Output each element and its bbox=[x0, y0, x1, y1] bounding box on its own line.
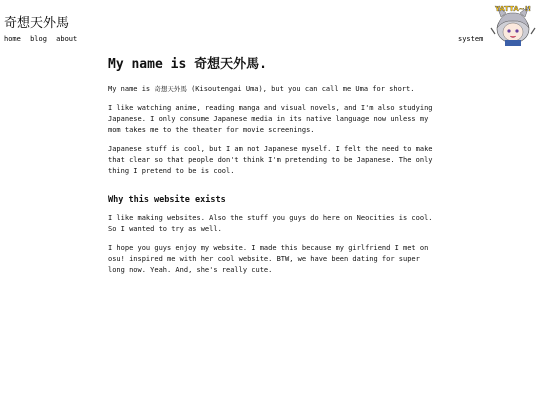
nav-link-blog[interactable]: blog bbox=[30, 35, 47, 43]
mascot-image bbox=[487, 2, 539, 46]
interests-paragraph: I like watching anime, reading manga and visual novels, and I'm also studying Japanese. I only consume Japanese media in its native language now unless my mom takes me to the theater for movie screenings. bbox=[108, 104, 433, 134]
nav-link-about[interactable]: about bbox=[56, 35, 78, 43]
main-content bbox=[108, 55, 434, 284]
intro-suffix: (Kisoutengai Uma), but you can call me Uma for short. bbox=[186, 85, 415, 93]
disclaimer-paragraph: Japanese stuff is cool, but I am not Japanese myself. I felt the need to make that clear so that people don't think I'm pretending to be Japanese. The only thing I pretend to be is cool. bbox=[108, 145, 433, 175]
page-title bbox=[108, 55, 434, 75]
nav-link-home[interactable]: home bbox=[4, 35, 21, 43]
intro-prefix: My name is bbox=[108, 85, 155, 93]
main-nav bbox=[4, 34, 82, 44]
closing-paragraph: I hope you guys enjoy my website. I made this because my girlfriend I met on osu! inspired me with her cool website. BTW, we have been dating for super long now. Yeah. And, she's really cute. bbox=[108, 244, 429, 274]
section-heading: Why this website exists bbox=[108, 195, 226, 205]
system-link[interactable]: system bbox=[458, 35, 484, 43]
page-title-prefix: My name is bbox=[108, 57, 195, 72]
reason-paragraph: I like making websites. Also the stuff you guys do here on Neocities is cool. So I wanted to try as well. bbox=[108, 214, 433, 233]
intro-paragraph bbox=[108, 84, 434, 95]
svg-text:YATTA~!!: YATTA~!! bbox=[494, 5, 532, 13]
page-title-name: 奇想天外馬 bbox=[194, 57, 260, 72]
site-header bbox=[0, 0, 540, 50]
site-title: 奇想天外馬 bbox=[4, 16, 70, 31]
page-title-suffix: . bbox=[259, 57, 267, 72]
intro-name: 奇想天外馬 bbox=[154, 85, 187, 93]
